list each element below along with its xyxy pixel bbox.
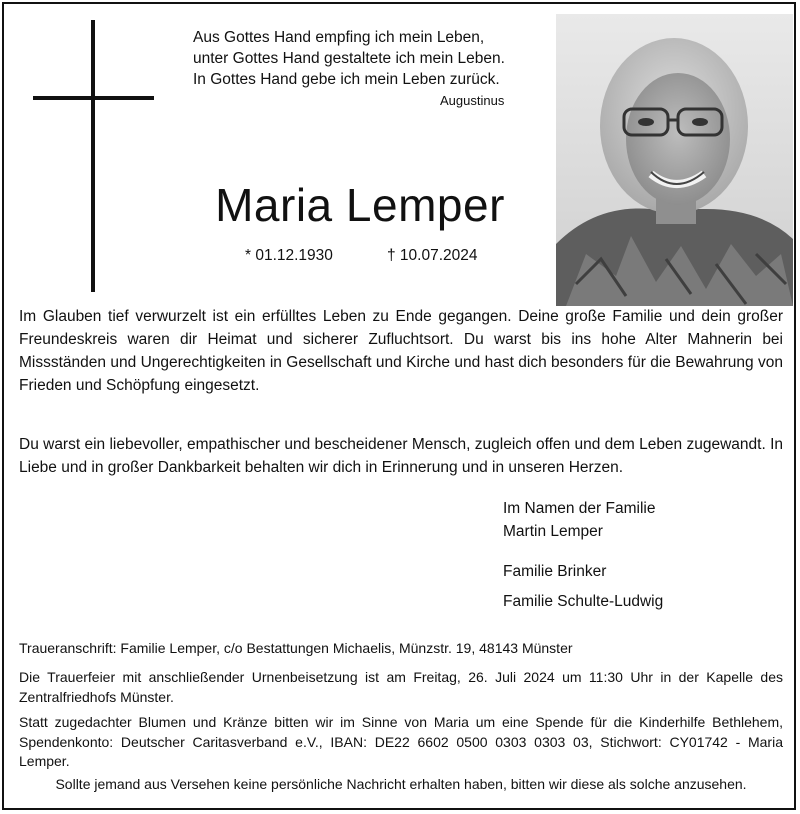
portrait-photo bbox=[556, 14, 793, 306]
quote-line: Aus Gottes Hand empfing ich mein Leben, bbox=[193, 29, 485, 46]
obituary-paragraph: Du warst ein liebevoller, empathischer und bescheidener Mensch, zugleich offen und dem Leben zugewandt. In Liebe und in großer Dankbarkeit behalten wir dich in Erinnerung und in unseren Herzen. bbox=[19, 436, 783, 476]
signature-line: Im Namen der Familie bbox=[503, 500, 656, 517]
cross-horizontal-bar bbox=[33, 96, 154, 100]
signature-line: Familie Brinker bbox=[503, 563, 607, 580]
signature-line: Martin Lemper bbox=[503, 523, 603, 540]
birth-date: * 01.12.1930 bbox=[245, 247, 333, 264]
closing-note: Sollte jemand aus Versehen keine persönliche Nachricht erhalten haben, bitten wir diese als solche anzusehen. bbox=[55, 776, 747, 792]
ceremony-info: Die Trauerfeier mit anschließender Urnenbeisetzung ist am Freitag, 26. Juli 2024 um 11:30 Uhr in der Kapelle des Zentralfriedhofs Münster. bbox=[19, 669, 783, 705]
obituary-paragraph: Im Glauben tief verwurzelt ist ein erfülltes Leben zu Ende gegangen. Deine große Familie und dein großer Freundeskreis waren dir Heimat und sicherer Zufluchtsort. Du warst bis ins hohe Alter Mahnerin bei Missständen und Ungerechtigkeiten in Gesellschaft und Kirche und hast dich besonders für die Bewahrung von Frieden und Schöpfung eingesetzt. bbox=[19, 308, 783, 394]
quote-block bbox=[193, 27, 505, 90]
quote-author: Augustinus bbox=[440, 93, 505, 108]
quote-line: unter Gottes Hand gestaltete ich mein Leben. bbox=[193, 50, 505, 67]
signature-line: Familie Schulte-Ludwig bbox=[503, 593, 664, 610]
signature-block bbox=[503, 497, 655, 543]
cross-vertical-bar bbox=[91, 20, 95, 292]
death-date: † 10.07.2024 bbox=[387, 247, 478, 264]
mourning-address: Traueranschrift: Familie Lemper, c/o Bestattungen Michaelis, Münzstr. 19, 48143 Münster bbox=[19, 640, 573, 656]
deceased-name: Maria Lemper bbox=[215, 179, 505, 231]
donation-info: Statt zugedachter Blumen und Kränze bitten wir im Sinne von Maria um eine Spende für die Kinderhilfe Bethlehem, Spendenkonto: Deutscher Caritasverband e.V., IBAN: DE22 6602 0500 0303 0303 03, Stichwort: CY01742 - Maria Lemper. bbox=[19, 714, 783, 769]
quote-line: In Gottes Hand gebe ich mein Leben zurück. bbox=[193, 71, 500, 88]
portrait-image bbox=[556, 14, 793, 306]
